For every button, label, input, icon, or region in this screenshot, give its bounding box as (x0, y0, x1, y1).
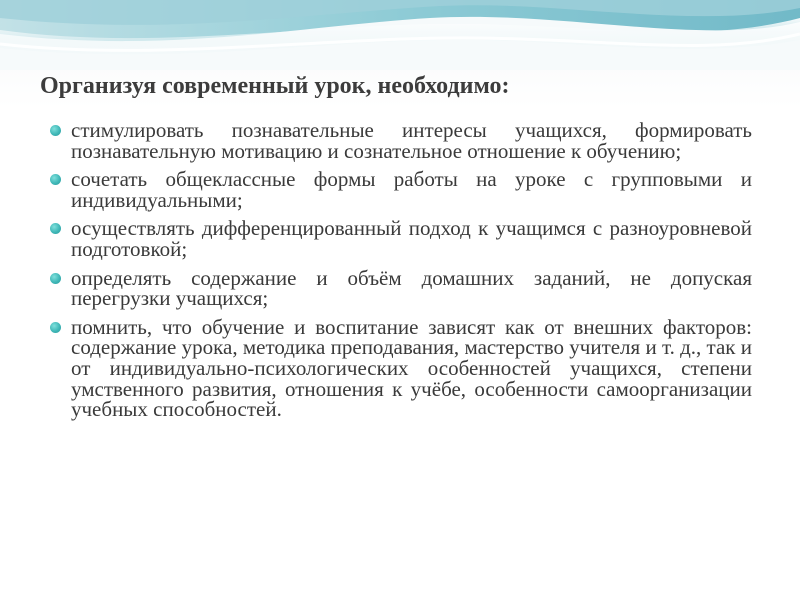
list-item-text: стимулировать познавательные интересы учащихся, формировать познавательную мотивацию и сознательное отношение к обучению; (71, 118, 752, 163)
page-title: Организуя современный урок, необходимо: (40, 73, 510, 99)
list-item (50, 169, 752, 210)
bullet-list (50, 120, 752, 422)
circle-bullet-icon (50, 174, 61, 185)
list-item (50, 218, 752, 259)
circle-bullet-icon (50, 322, 61, 333)
circle-bullet-icon (50, 125, 61, 136)
decorative-wave-band (0, 0, 800, 70)
list-item-text: помнить, что обучение и воспитание зависят как от внешних факторов: содержание урока, методика преподавания, мастерство учителя и т. д., так и от индивидуально-психологических особенностей учащихся, степени умственного развития, отношения к учёбе, особенности самоорганизации учебных способностей. (71, 314, 752, 422)
list-item (50, 314, 752, 422)
list-item (50, 120, 752, 161)
list-item-text: осуществлять дифференцированный подход к учащимся с разноуровневой подготовкой; (71, 216, 752, 261)
circle-bullet-icon (50, 223, 61, 234)
list-item (50, 265, 752, 311)
list-item-text: определять содержание и объём домашних заданий, не допуская перегрузки учащихся; (71, 265, 752, 311)
circle-bullet-icon (50, 273, 61, 284)
list-item-text: сочетать общеклассные формы работы на уроке с групповыми и индивидуальными; (71, 167, 752, 212)
